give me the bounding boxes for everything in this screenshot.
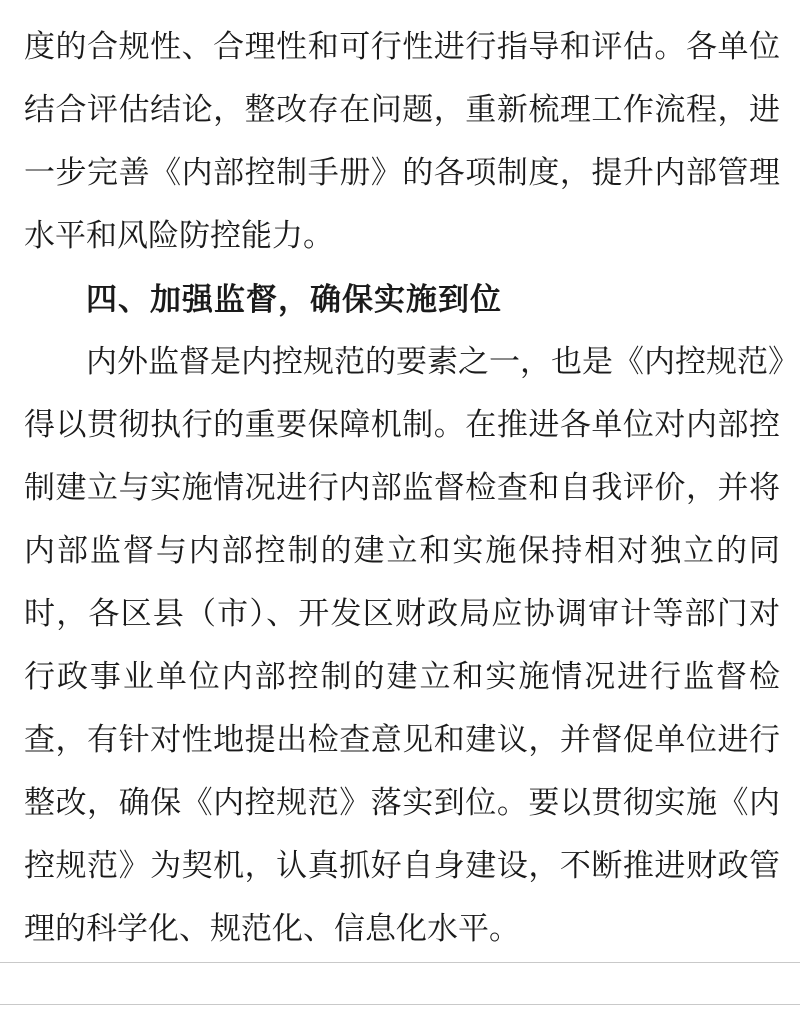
paragraph1-line-4: 水平和风险防控能力。 (24, 218, 334, 254)
paragraph2-line-7: 查，有针对性地提出检查意见和建议，并督促单位进行 (24, 722, 780, 758)
paragraph2-line-3: 制建立与实施情况进行内部监督检查和自我评价，并将 (24, 470, 780, 506)
section-heading: 四、加强监督，确保实施到位 (86, 282, 502, 318)
paragraph1-line-1: 度的合规性、合理性和可行性进行指导和评估。各单位 (24, 29, 780, 65)
paragraph2-line-9: 控规范》为契机，认真抓好自身建设，不断推进财政管 (24, 848, 780, 884)
paragraph1-line-3: 一步完善《内部控制手册》的各项制度，提升内部管理 (24, 155, 780, 191)
paragraph1-line-2: 结合评估结论，整改存在问题，重新梳理工作流程，进 (24, 92, 780, 128)
paragraph2-line-6: 行政事业单位内部控制的建立和实施情况进行监督检 (24, 659, 780, 695)
divider-line (0, 1004, 800, 1005)
paragraph2-line-8: 整改，确保《内控规范》落实到位。要以贯彻实施《内 (24, 785, 780, 821)
divider-line (0, 962, 800, 963)
paragraph2-line-4: 内部监督与内部控制的建立和实施保持相对独立的同 (24, 533, 780, 569)
paragraph2-line-1: 内外监督是内控规范的要素之一，也是《内控规范》 (86, 344, 799, 380)
paragraph2-line-5: 时，各区县（市）、开发区财政局应协调审计等部门对 (24, 596, 780, 632)
paragraph2-line-10: 理的科学化、规范化、信息化水平。 (24, 911, 520, 947)
paragraph2-line-2: 得以贯彻执行的重要保障机制。在推进各单位对内部控 (24, 407, 780, 443)
